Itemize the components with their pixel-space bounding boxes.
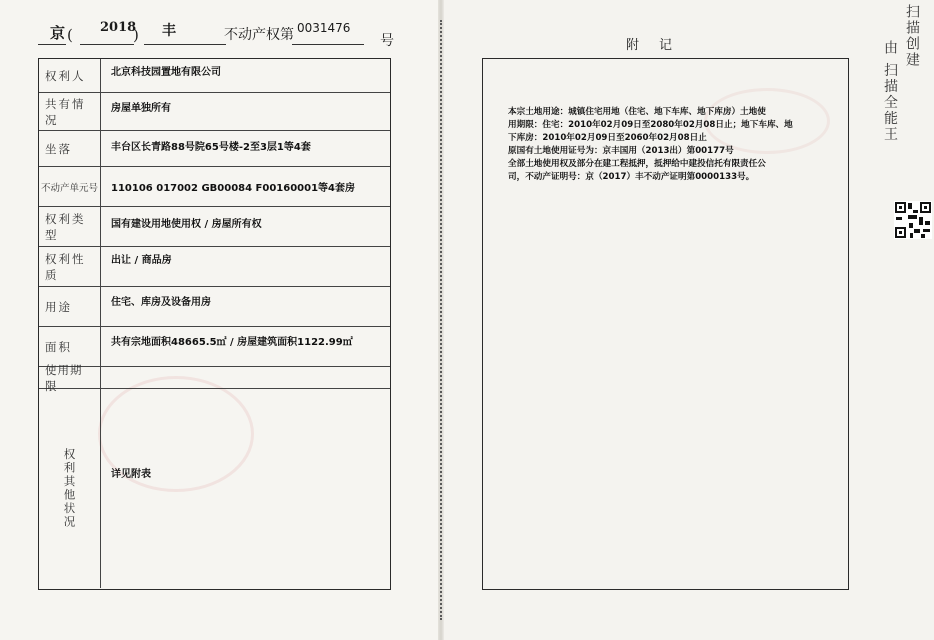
header-district: 丰 xyxy=(162,23,176,39)
appendix-line: 全部土地使用权及部分在建工程抵押，抵押给中建投信托有限责任公 xyxy=(508,159,766,169)
table-row xyxy=(39,93,390,131)
appendix-title: 附记 xyxy=(626,38,693,53)
row-label: 权利其他状况 xyxy=(39,389,101,588)
row-value: 详见附表 xyxy=(111,469,151,480)
header-prefix: 京 xyxy=(50,24,66,42)
table-row xyxy=(39,59,390,93)
watermark-text-2: 由 扫描全能王 xyxy=(882,40,898,143)
table-row xyxy=(39,389,390,588)
row-label: 用途 xyxy=(39,287,101,326)
row-value: 北京科技园置地有限公司 xyxy=(111,67,221,78)
appendix-line: 本宗土地用途：城镇住宅用地（住宅、地下车库、地下库房）土地使 xyxy=(508,107,766,117)
table-row xyxy=(39,167,390,207)
row-label: 权利类型 xyxy=(39,207,101,246)
certificate-header xyxy=(0,0,440,60)
table-row xyxy=(39,362,390,393)
row-label: 不动产单元号 xyxy=(39,167,101,206)
row-value: 房屋单独所有 xyxy=(111,103,171,114)
row-value: 共有宗地面积48665.5㎡ / 房屋建筑面积1122.99㎡ xyxy=(111,337,353,348)
header-year: 2018 xyxy=(100,20,137,35)
row-value: 住宅、库房及设备用房 xyxy=(111,297,211,308)
row-label: 权利性质 xyxy=(39,247,101,286)
binding-dotted-line xyxy=(440,20,442,620)
table-row xyxy=(39,131,390,167)
row-value: 丰台区长青路88号院65号楼-2至3层1等4套 xyxy=(111,142,311,153)
appendix-line: 原国有土地使用证号为：京丰国用（2013出）第00177号 xyxy=(508,146,734,156)
table-row xyxy=(39,247,390,287)
header-underline-2 xyxy=(80,44,134,45)
row-value: 出让 / 商品房 xyxy=(111,255,172,266)
row-label: 共有情况 xyxy=(39,93,101,130)
qr-code-icon xyxy=(894,201,932,239)
header-paren-open: ( xyxy=(67,26,73,44)
row-label: 坐落 xyxy=(39,131,101,166)
header-underline-1 xyxy=(38,44,66,45)
header-cert-type: 不动产权第 xyxy=(224,27,294,43)
row-label: 使用期限 xyxy=(39,367,101,388)
appendix-notes xyxy=(508,106,853,184)
table-row xyxy=(39,287,390,327)
appendix-line: 下库房：2010年02月09日至2060年02月08日止 xyxy=(508,133,707,143)
header-underline-3 xyxy=(144,44,226,45)
header-paren-close: ) xyxy=(133,26,139,44)
header-underline-4 xyxy=(292,44,364,45)
appendix-line: 用期限：住宅：2010年02月09日至2080年02月08日止；地下车库、地 xyxy=(508,120,793,130)
rights-table xyxy=(38,58,391,590)
table-row xyxy=(39,207,390,247)
watermark-text-1: 扫描创建 xyxy=(904,4,920,68)
row-value: 国有建设用地使用权 / 房屋所有权 xyxy=(111,219,262,230)
appendix-line: 司，不动产证明号：京（2017）丰不动产证明第0000133号。 xyxy=(508,172,755,182)
header-cert-no: 0031476 xyxy=(297,21,351,35)
row-label: 权利人 xyxy=(39,59,101,92)
row-value: 110106 017002 GB00084 F00160001等4套房 xyxy=(111,183,356,194)
row-label: 面积 xyxy=(39,327,101,366)
header-suffix: 号 xyxy=(380,33,394,49)
